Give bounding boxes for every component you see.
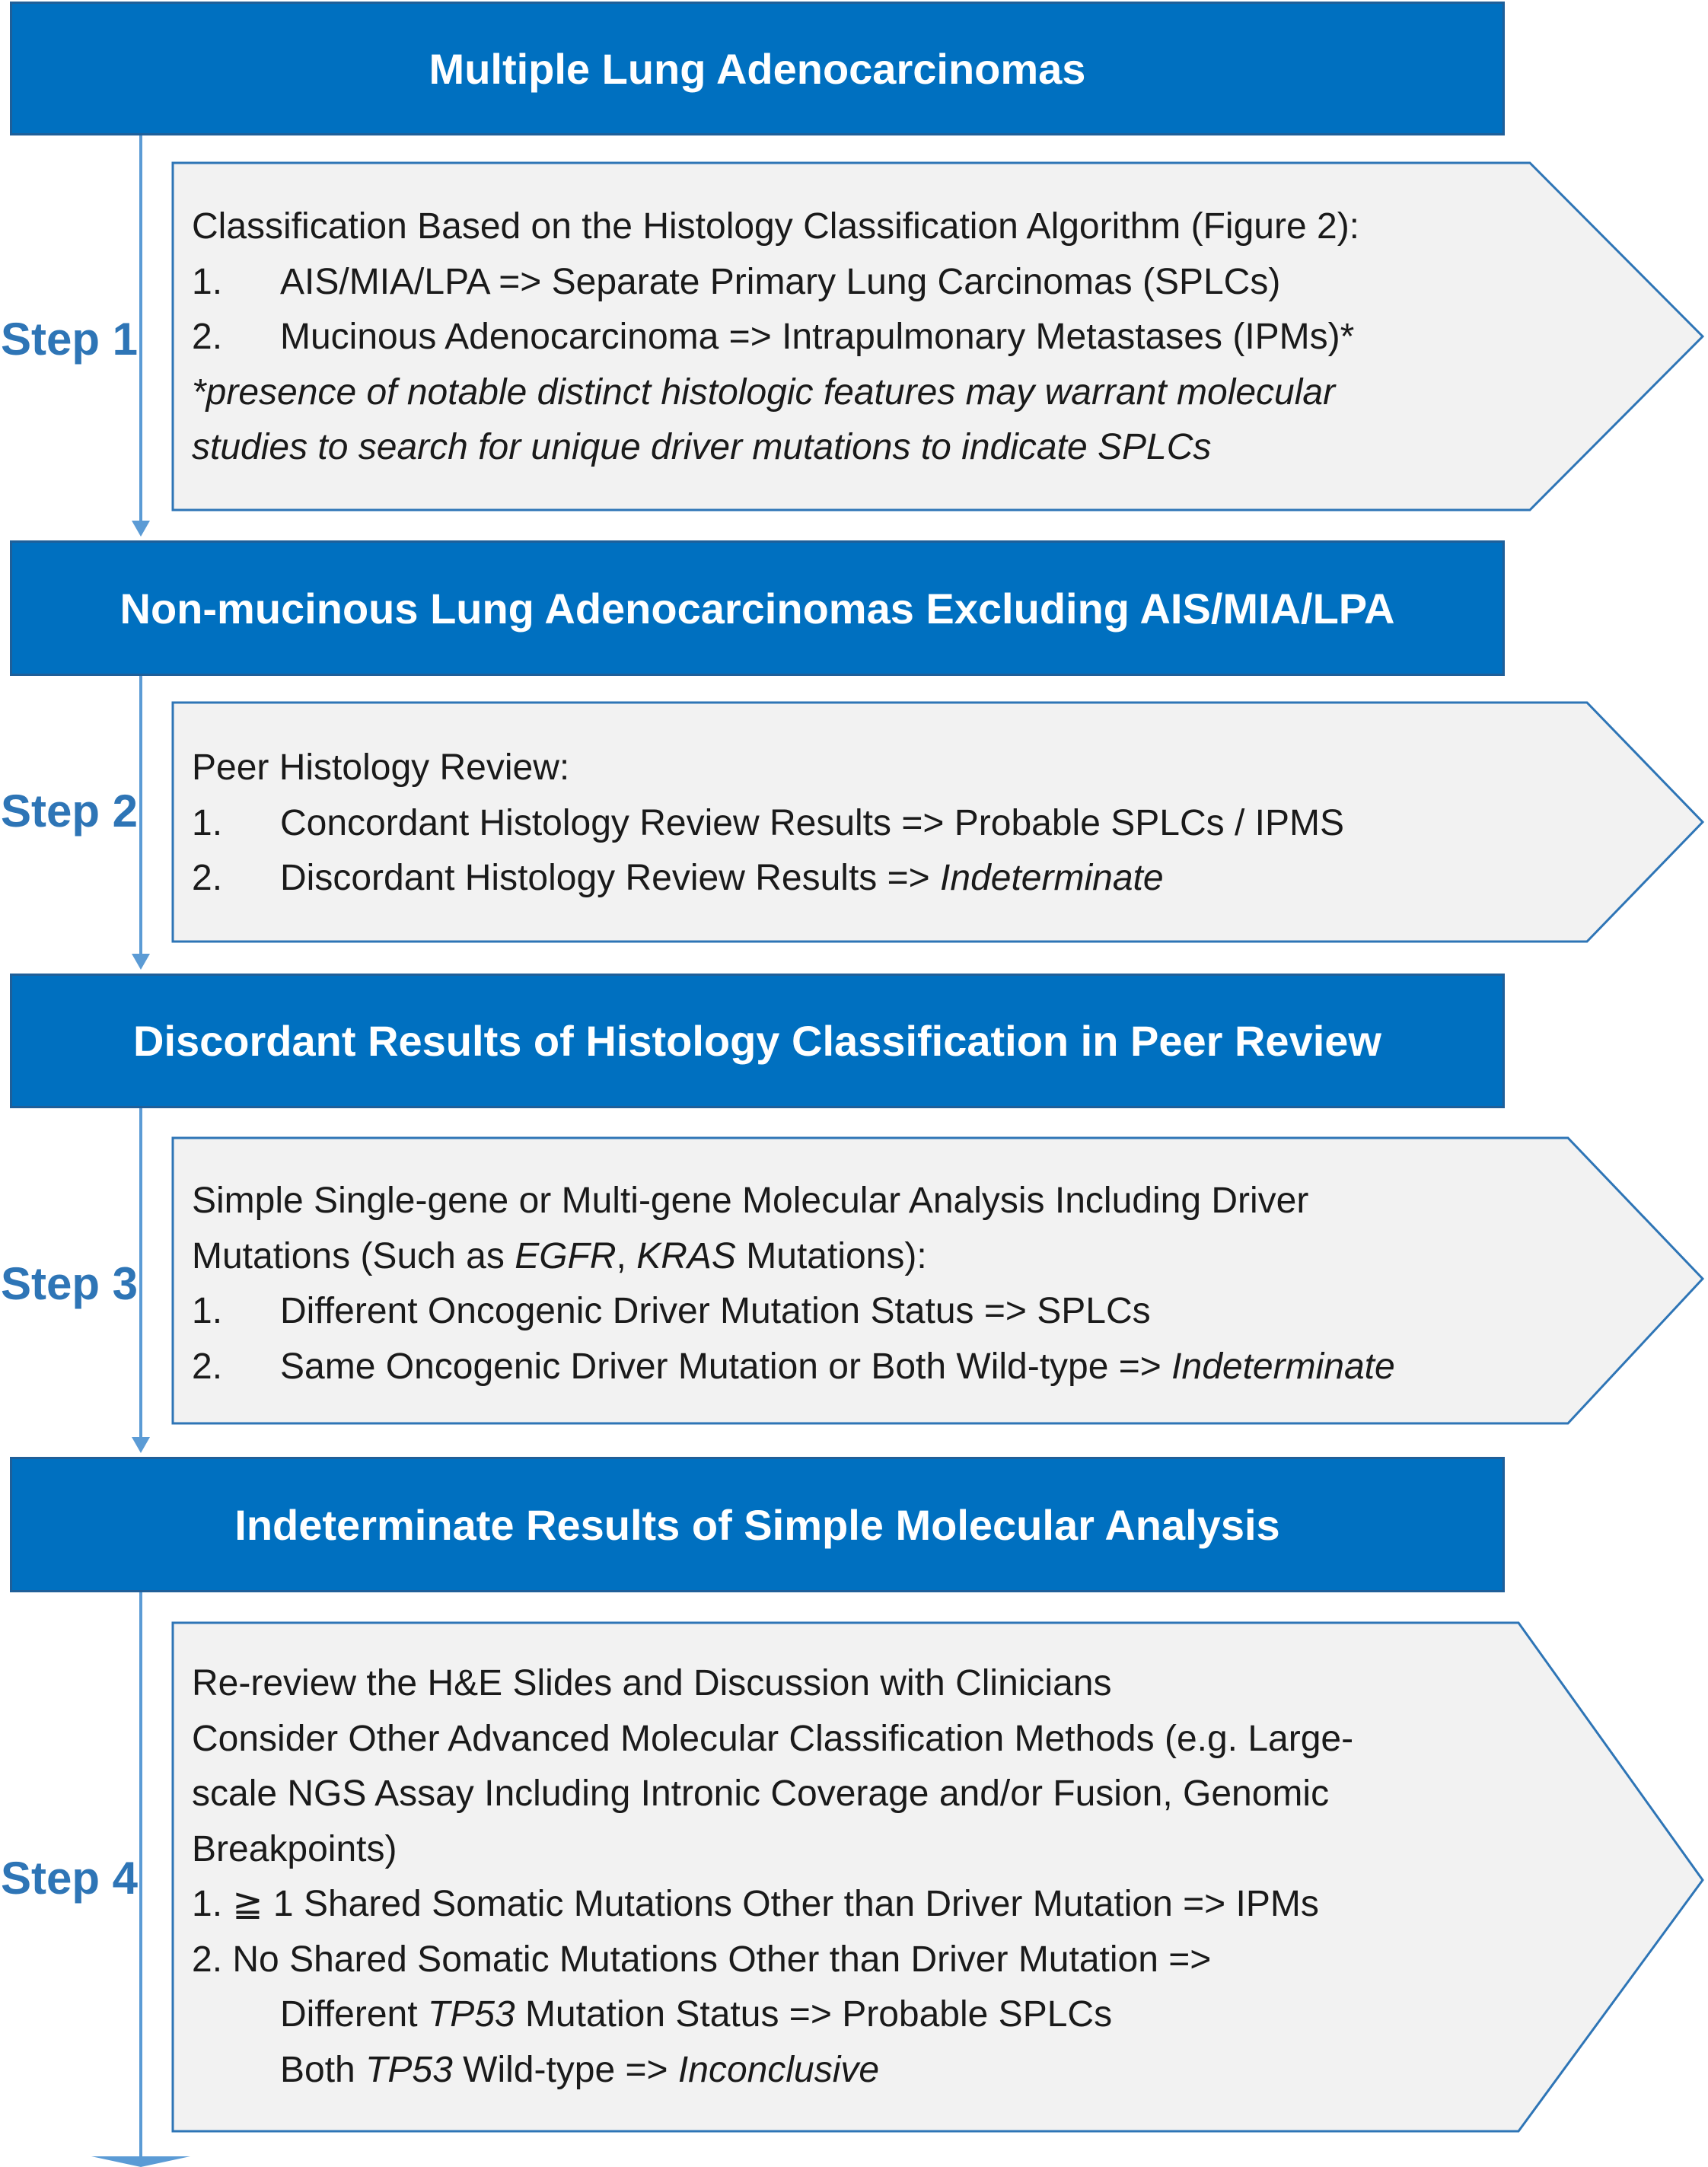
header-discordant-results: Discordant Results of Histology Classification in Peer Review: [10, 974, 1505, 1108]
step-4-sub-1: [192, 1987, 1531, 2043]
step-2-item-2: [192, 851, 1531, 907]
gene-tp53: TP53: [427, 1994, 515, 2035]
sub-text: Both: [280, 2049, 366, 2090]
gene-egfr: EGFR: [515, 1235, 617, 1276]
sub-text: Mutation Status => Probable SPLCs: [515, 1994, 1113, 2035]
step-3-label: Step 3: [0, 1258, 139, 1309]
step-4-sub-2: [192, 2043, 1531, 2098]
step-1-item-2: [192, 310, 1531, 365]
step-4-label: Step 4: [0, 1853, 139, 1904]
intro-text: ,: [616, 1235, 637, 1276]
step-2-text: [192, 741, 1531, 907]
sub-text: Wild-type =>: [452, 2049, 678, 2090]
step-1-note-line-1: *presence of notable distinct histologic features may warrant molecular: [192, 371, 1336, 413]
item-italic-result: Inconclusive: [677, 2049, 880, 2090]
item-number: 1.: [192, 1291, 223, 1331]
step-1-intro: Classification Based on the Histology Classification Algorithm (Figure 2):: [192, 206, 1360, 247]
item-italic-result: Indeterminate: [940, 858, 1164, 898]
step-1-text: [192, 199, 1531, 476]
header-non-mucinous: Non-mucinous Lung Adenocarcinomas Excluding AIS/MIA/LPA: [10, 540, 1505, 676]
gene-kras: KRAS: [636, 1235, 736, 1276]
item-text: Concordant Histology Review Results => Probable SPLCs / IPMS: [280, 802, 1344, 843]
item-number: 1.: [192, 261, 223, 302]
item-number: 2.: [192, 317, 223, 357]
step-4-line-1: Re-review the H&E Slides and Discussion with Clinicians: [192, 1663, 1112, 1703]
step-3-intro-2: [192, 1229, 1531, 1285]
step-2-label: Step 2: [0, 786, 139, 837]
item-number: 2.: [192, 858, 223, 898]
step-4-line-5: 1. ≧ 1 Shared Somatic Mutations Other than Driver Mutation => IPMs: [192, 1884, 1319, 1924]
connector-arrowhead-3: [132, 1437, 150, 1453]
step-1-item-1: [192, 255, 1531, 311]
step-1-note-line-2: studies to search for unique driver mutations to indicate SPLCs: [192, 427, 1212, 467]
step-3-item-1: [192, 1284, 1531, 1340]
step-2-intro: Peer Histology Review:: [192, 747, 570, 788]
item-number: 2.: [192, 1346, 223, 1387]
item-italic-result: Indeterminate: [1171, 1346, 1395, 1387]
intro-text: Mutations (Such as: [192, 1235, 515, 1276]
header-multiple-lung-adenocarcinomas: Multiple Lung Adenocarcinomas: [10, 2, 1505, 135]
step-3-item-2: [192, 1340, 1531, 1395]
step-4-line-4: Breakpoints): [192, 1828, 397, 1869]
item-text: AIS/MIA/LPA => Separate Primary Lung Carcinomas (SPLCs): [280, 261, 1281, 302]
item-number: 1.: [192, 802, 223, 843]
step-3-text: [192, 1174, 1531, 1394]
item-text: Same Oncogenic Driver Mutation or Both Wild-type =>: [280, 1346, 1172, 1387]
item-text: Mucinous Adenocarcinoma => Intrapulmonary Metastases (IPMs)*: [280, 317, 1355, 357]
connector-arrowhead-2: [132, 954, 150, 970]
item-text: Different Oncogenic Driver Mutation Status => SPLCs: [280, 1291, 1151, 1331]
connector-arrowhead-4: [91, 2156, 190, 2167]
step-4-line-3: scale NGS Assay Including Intronic Coverage and/or Fusion, Genomic: [192, 1773, 1330, 1814]
step-1-label: Step 1: [0, 314, 139, 365]
step-4-line-6: 2. No Shared Somatic Mutations Other than Driver Mutation =>: [192, 1939, 1212, 1980]
step-3-intro: Simple Single-gene or Multi-gene Molecular Analysis Including Driver: [192, 1181, 1309, 1221]
connector-arrowhead-1: [132, 521, 150, 537]
step-4-text: [192, 1656, 1531, 2098]
sub-text: Different: [280, 1994, 428, 2035]
gene-tp53: TP53: [365, 2049, 453, 2090]
header-indeterminate-results: Indeterminate Results of Simple Molecular Analysis: [10, 1457, 1505, 1592]
step-4-line-2: Consider Other Advanced Molecular Classification Methods (e.g. Large-: [192, 1718, 1354, 1759]
item-text: Discordant Histology Review Results =>: [280, 858, 941, 898]
step-2-item-1: [192, 796, 1531, 852]
intro-text: Mutations):: [735, 1235, 927, 1276]
